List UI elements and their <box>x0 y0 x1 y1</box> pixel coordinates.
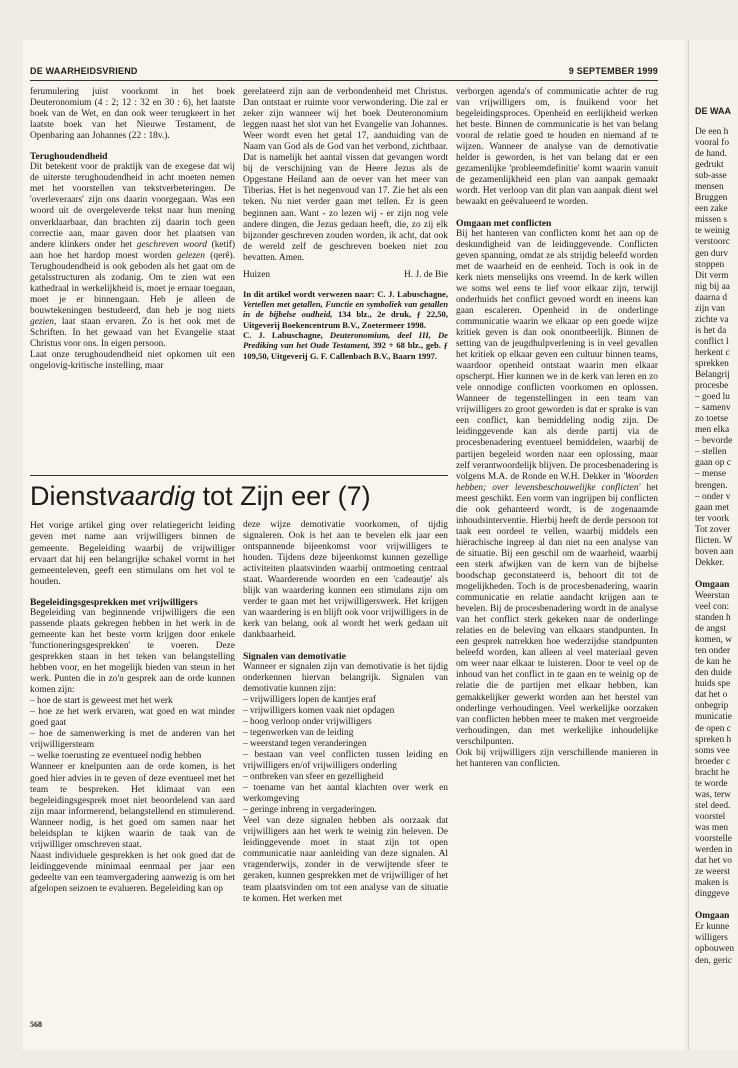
adjacent-page-line: Bruggen <box>695 193 728 204</box>
adjacent-page-line: De een h <box>695 127 729 137</box>
list-item: – ontbreken van sfeer en gezelligheid <box>243 772 384 783</box>
adjacent-page-line: vooral fo <box>695 138 730 149</box>
article-intro: Het vorige artikel ging over relatiegericht leiding geven met name aan vrijwilligers binnen de gemeente. Begeleiding waarbij de vrijwilliger ervaart dat hij een belangrijke schakel vormt in het gemeenteleven, geeft een stimulans om het vol te houden. <box>30 520 235 588</box>
adjacent-page-line: Omgaan <box>695 911 730 922</box>
adjacent-page-line: gaan op c <box>695 458 731 469</box>
running-header <box>30 66 658 80</box>
paragraph: Dit betekent voor de praktijk van de exegese dat wij de uiterste terughoudendheid in acht moeten nemen met het voorstellen van tekstverbeteringen. De 'overleveraars' zijn ons daarin voorgegaan. Was een woord uit de overgeleverde tekst naar hun mening onverklaarbaar, dan brachten zij daarin toch geen correctie aan, maar gaven door het plaatsen van andere klinkers onder het geschreven woord (ketif) aan hoe het hardop moest worden gelezen (qerê). Terughoudendheid is ook geboden als het gaat om de getalsstructuren als zodanig. Om te zien wat een kathedraal in werkelijkheid is, moet je ernaar toegaan, moet je er binnengaan. Heb je alleen de bouwtekeningen bestudeerd, dan heb je nog niets gezien, laat staan ervaren. Zo is het ook met de Schriften. In het gewaad van het Evangelie staat Christus voor ons. In eigen persoon. <box>30 162 236 350</box>
adjacent-page-line: de kan he <box>695 657 731 668</box>
adjacent-page-line: ter voork <box>695 513 730 524</box>
magazine-name: DE WAARHEIDSVRIEND <box>30 66 138 76</box>
adjacent-page-line: dinggeve <box>695 889 730 900</box>
adjacent-page-line: werden in <box>695 845 733 856</box>
adjacent-page-line: nig bij aa <box>695 281 730 292</box>
paragraph: Wanneer er signalen zijn van demotivatie is het tijdig onderkennen hiervan belangrijk. Signalen van demotivatie kunnen zijn: <box>243 661 448 694</box>
section-heading: Begeleidingsgesprekken met vrijwilligers <box>30 596 198 608</box>
adjacent-page-line: een zake <box>695 204 728 215</box>
adjacent-page-line: Omgaan <box>695 579 730 590</box>
adjacent-page-line: bracht he <box>695 767 730 778</box>
adjacent-page-line: den duide <box>695 668 732 679</box>
adjacent-page-edge <box>688 40 738 1050</box>
issue-date: 9 SEPTEMBER 1999 <box>568 66 658 76</box>
adjacent-page-line: boven aan <box>695 546 734 557</box>
paragraph: ferumulering juist voorkomt in het boek Deuteronomium (4 : 2; 12 : 32 en 30 : 6), het laatste boek van de Wet, en dan ook weer terugkeert in het laatste boek van het Nieuwe Testament, de Openbaring aan Johannes (22 : 18v.). <box>30 87 235 142</box>
adjacent-page-line: men elka <box>695 425 730 436</box>
adjacent-page-line: gen durv <box>695 248 729 259</box>
adjacent-page-line: de open c <box>695 723 731 734</box>
adjacent-page-line: de angst <box>695 624 726 635</box>
adjacent-page-line: – samenv <box>695 403 731 414</box>
adjacent-page-line: Er kunne <box>695 922 730 933</box>
list-item: – toename van het aantal klachten over werk en werkomgeving <box>243 783 448 805</box>
adjacent-page-line: opbouwen <box>695 944 735 955</box>
prev-article-col-1 <box>30 87 235 372</box>
article-col-3 <box>456 87 658 770</box>
signature <box>243 270 448 281</box>
adjacent-page-line: voorstelle <box>695 834 732 844</box>
prev-article-col-2 <box>243 87 448 361</box>
adjacent-page-line: zo toetse <box>695 414 729 425</box>
adjacent-page-line: onbegrip <box>695 701 729 712</box>
adjacent-page-line <box>695 569 734 580</box>
list-item: – hoe ze het werk ervaren, wat goed en wat minder goed gaat <box>30 707 235 729</box>
adjacent-page-line: broeder c <box>695 756 731 767</box>
paragraph: deze wijze demotivatie voorkomen, of tijdig signaleren. Ook is het aan te bevelen elk jaar een ontspannende bijeenkomst voor vrijwilligers te houden. Tijdens deze bijeenkomst kunnen gezellige activiteiten plaatsvinden waarbij ontmoeting centraal staat. Waarderende woorden en een 'cadeautje' als blijk van waardering kunnen een stimulans zijn om verder te gaan met het vrijwilligerswerk. Het krijgen van waardering is en blijft ook voor vrijwilligers in de kerk van belang, ook al wordt het werk gedaan uit dankbaarheid. <box>243 520 448 641</box>
page-number: 568 <box>30 1020 42 1029</box>
adjacent-page-line: Dekker. <box>695 557 725 568</box>
adjacent-page-line: spreken h <box>695 734 732 745</box>
adjacent-page-line: verstoorc <box>695 237 730 248</box>
section-heading: Omgaan met conflicten <box>456 217 552 229</box>
adjacent-page-line <box>695 900 734 911</box>
paragraph: gerelateerd zijn aan de verbondenheid met Christus. Dan ontstaat er ruimte voor verwondering. Die zal er zeker zijn wanneer wij het boek Deuteronomium leggen naast het slot van het Evangelie van Johannes. Weer wordt even het getal 17, aanduiding van de Naam van God als de God van het verbond, zichtbaar. Dat is namelijk het aantal vissen dat gevangen wordt bij de verschijning van de Heere Jezus als de Opgestane Heiland aan de oever van het meer van Tiberias. Het is het negenvoud van 17. Zie het als een teken. Nu niet verder gaan met tellen. Er is geen beginnen aan. Want - zo lezen wij - er zijn nog vele andere dingen, die Jezus gedaan heeft, die, zo zij elk bijzonder geschreven zouden worden, ik acht, dat ook de wereld zelf de geschreven boeken niet zou bevatten. Amen. <box>243 87 448 263</box>
adjacent-page-line: – bevorde <box>695 436 733 447</box>
adjacent-page-line: te worde <box>695 778 728 789</box>
list-item: – hoe de samenwerking is met de anderen van het vrijwilligersteam <box>30 729 235 751</box>
reference-note: In dit artikel wordt verwezen naar: C. J. Labuschagne, Vertellen met getallen, Functie en symboliek van getallen in de bijbelse oudheid, 134 blz., 2e druk, ƒ 22,50, Uitgeverij Boekencentrum B.V., Zoetermeer 1998. C. J. Labuschagne, Deuteronomium, deel III, De Prediking van het Oude Testament, 392 + 68 blz., geb. ƒ 109,50, Uitgeverij G. F. Callenbach B.V., Baarn 1997. <box>243 288 449 361</box>
adjacent-page-line: maken is <box>695 878 729 889</box>
adjacent-page-line: willigers <box>695 933 728 944</box>
paragraph: Naast individuele gesprekken is het ook goed dat de leidinggevende minimaal eenmaal per jaar een gedeelte van een teamvergadering aanwezig is om het afgelopen seizoen te evalueren. Begeleiding kan op <box>30 850 235 894</box>
adjacent-page-line: den, geric <box>695 955 732 966</box>
adjacent-page-line: procesbe <box>695 381 729 392</box>
adjacent-page-line: conflict l <box>695 336 729 347</box>
adjacent-page-line: de hand. <box>695 149 727 160</box>
adjacent-page-line: dat het o <box>695 690 728 701</box>
paragraph: Ook bij vrijwilligers zijn verschillende manieren in het hanteren van conflicten. <box>456 747 658 769</box>
paragraph: Begeleiding van beginnende vrijwilligers die een passende plaats gekregen hebben in het werk in de gemeente kan het beste vorm krijgen door enkele 'functioneringsgesprekken' te voeren. Deze gesprekken staan in het teken van belangstelling hebben voor, en het mogelijk bieden van steun in het werk. Punten die in zo'n gesprek aan de orde kunnen komen zijn: <box>30 607 235 696</box>
adjacent-page-line: sub-asse <box>695 171 727 182</box>
list-item: – bestaan van veel conflicten tussen leiding en vrijwilligers en/of vrijwilligers onderling <box>243 749 448 771</box>
adjacent-page-line: sprekken <box>695 358 729 369</box>
adjacent-page-line: gedrukt <box>695 160 724 171</box>
paragraph: Laat onze terughoudendheid niet opkomen uit een ongelovig-kritische instelling, maar <box>30 350 235 372</box>
adjacent-page-line: standen h <box>695 613 731 624</box>
adjacent-page-line: ze weerst <box>695 867 731 878</box>
list-item: – hoe de start is geweest met het werk <box>30 696 173 707</box>
signature-author: H. J. de Bie <box>403 269 448 280</box>
adjacent-page-line: – stellen <box>695 447 727 458</box>
paragraph: Veel van deze signalen hebben als oorzaak dat vrijwilligers aan het werk te weinig zin beleven. De leidinggevende moet in staat zijn tot open communicatie naar aanleiding van deze signalen. Al vragenderwijs, zonder in de verwijtende sfeer te geraken, kunnen gesprekken met de vrijwilliger of het team plaatsvinden om tot een analyse van de situatie te komen. Het werken met <box>243 816 448 904</box>
adjacent-page-line: ten onder <box>695 646 731 657</box>
paragraph: Wanneer er knelpunten aan de orde komen, is het goed hier advies in te geven of deze eventueel met het team te bespreken. Het klimaat van een begeleidingsgesprek moet niet beoordelend van aard zijn maar informerend, belangstellend en stimulerend. Wanneer nodig, is het goed om samen naar het beleidsplan te kijken waarin de taak van de vrijwilliger omschreven staat. <box>30 762 235 850</box>
adjacent-page-line: was men <box>695 822 729 833</box>
adjacent-page-line: stoppen <box>695 259 725 270</box>
adjacent-page-line: voorstel <box>695 811 726 822</box>
list <box>30 696 235 762</box>
adjacent-page-line: zichte va <box>695 314 729 325</box>
list-item: – weerstand tegen veranderingen <box>243 738 367 749</box>
list-item: – geringe inbreng in vergaderingen. <box>243 805 377 816</box>
adjacent-page-line: herkent c <box>695 347 730 358</box>
list-item: – hoog verloop onder vrijwilligers <box>243 716 372 727</box>
list <box>243 695 448 817</box>
adjacent-page-line: veel con: <box>695 602 730 613</box>
article-title: Dienstvaardig tot Zijn eer (7) <box>30 481 371 511</box>
adjacent-page-line: soms vee <box>695 745 730 756</box>
adjacent-page-line: komen, w <box>695 635 732 646</box>
adjacent-page-line: Dit verm <box>695 270 729 281</box>
paragraph: verborgen agenda's of communicatie achter de rug van vrijwilligers om, is fnuikend voor het begeleidingsproces. Openheid en eerlijkheid werken het beste. Binnen de communicatie is het van belang vooral de relatie goed te houden en niemand af te wijzen. Wanneer de analyse van de demotivatie helder is geworden, is het van belang dat er een gezamenlijke 'probleemdefinitie' komt waarin vanuit de gezamenlijkheid een plan van aanpak gemaakt wordt. Het verloop van dit plan van aanpak dient wel bewaakt en geëvalueerd te worden. <box>456 87 658 208</box>
paragraph: Bij het hanteren van conflicten komt het aan op de deskundigheid van de leidinggevende. Conflicten geven spanning, omdat ze als strijdig beleefd worden met de waarheid en de eenheid. Toch is ook in de kerk niets menselijks ons vreemd. In de kerk willen we soms wel eens te lief voor elkaar zijn, terwijl onderhuids het conflict gevoed wordt en ineens kan gaan escaleren. Openheid in de onderlinge communicatie waarin we elkaar op een goede wijze kritiek geven is dan ook onontbeerlijk. Binnen de setting van de jeugdhulpverlening is in veel gevallen het kritiek op elkaar geven een cultuur binnen teams, waardoor openheid ontstaat waarin men elkaar opscherpt. Hier kunnen we in de kerk van leren en zo vele onnodige conflicten voorkomen en oplossen. Wanneer de tegenstellingen in een team van vrijwilligers zo groot geworden is dat er sprake is van een conflict, kan bemiddeling nodig zijn. De leidinggevende kan als derde partij via de procesbenadering eventueel bemiddelen, waarbij de partijen begeleid worden naar een oplossing, maar zelf verantwoordelijk blijven. De procesbenadering is volgens M.A. de Ronde en W.H. Dekker in 'Woorden hebben; over levensbeschouwelijke conflicten' het meest geschikt. Een vorm van ingrijpen bij conflicten die ook gehanteerd wordt, is de zogenaamde inhoudsinterventie. Hierbij heeft de derde persoon tot taak een oordeel te vellen, waarbij middels een hiërachische ingreep al dan niet na een analyse van de situatie. Bij een geschil om de waarheid, waarbij een sterk afwijken van de kern van de bijbelse boodschap geconstateerd is, behoort dit tot de mogelijkheden. Toch is de procesbenadering, waarin communicatie en relatie aandacht krijgen aan te bevelen. Bij de procesbenadering wordt in de analyse van het conflict sterk gekeken naar de onderlinge relaties en de beleving van elkaars standpunten. In een gesprek natrekken hoe wederzijdse standpunten beleefd worden, kan alleen al veel materiaal geven om weer naar elkaar te luisteren. Door te veel op de inhoud van het conflict in te gaan en te weinig op de relatie die de partijen met elkaar hebben, kan gemakkelijker gewerkt worden aan het herstel van onderlinge verhoudingen. Veel werkelijke oorzaken van conflicten hebben meer te maken met vergroeide verhoudingen, dan met werkelijke inhoudelijke verschilpunten. <box>456 228 659 747</box>
adjacent-page-line: mensen <box>695 182 724 193</box>
adjacent-page-line: municatie <box>695 712 732 723</box>
adjacent-page-line: – mense <box>695 469 726 480</box>
adjacent-page-line: Weerstan <box>695 590 730 601</box>
section-rule <box>30 475 448 476</box>
list-item: – vrijwilligers komen vaak niet opdagen <box>243 705 395 716</box>
adjacent-page-line: flicten. W <box>695 535 733 546</box>
article-col-2 <box>243 520 448 905</box>
adjacent-page-line: was, terw <box>695 789 731 800</box>
adjacent-page-line: Tot zover <box>695 524 731 535</box>
list-item: – welke toerusting ze eventueel nodig hebben <box>30 751 202 762</box>
adjacent-page-line: dat het vo <box>695 856 732 867</box>
adjacent-page-line: – goed lu <box>695 392 730 403</box>
adjacent-page-line: brengen. <box>695 480 728 491</box>
list-item: – vrijwilligers lopen de kantjes eraf <box>243 694 377 705</box>
signature-place: Huizen <box>243 269 271 280</box>
section-heading: Terughoudendheid <box>30 151 108 163</box>
list-item: – tegenwerken van de leiding <box>243 727 354 738</box>
adjacent-page-line: Belangrij <box>695 370 730 381</box>
adjacent-page-line: missen s <box>695 215 728 226</box>
adjacent-page-header: DE WAA <box>695 106 731 116</box>
adjacent-page-line: gaan met <box>695 502 730 513</box>
adjacent-page-line: stel deed. <box>695 800 731 811</box>
adjacent-page-line: is het da <box>695 325 727 336</box>
adjacent-page-line: te weinig <box>695 226 730 237</box>
adjacent-page-line: zijn van <box>695 303 725 314</box>
adjacent-page-line: daarna d <box>695 292 728 303</box>
header-rule <box>30 80 658 81</box>
section-heading: Signalen van demotivatie <box>243 650 346 662</box>
adjacent-page-line: huids spe <box>695 679 731 690</box>
article-col-1 <box>30 520 235 895</box>
adjacent-page-line: – onder v <box>695 491 731 502</box>
adjacent-page-column <box>695 127 734 967</box>
